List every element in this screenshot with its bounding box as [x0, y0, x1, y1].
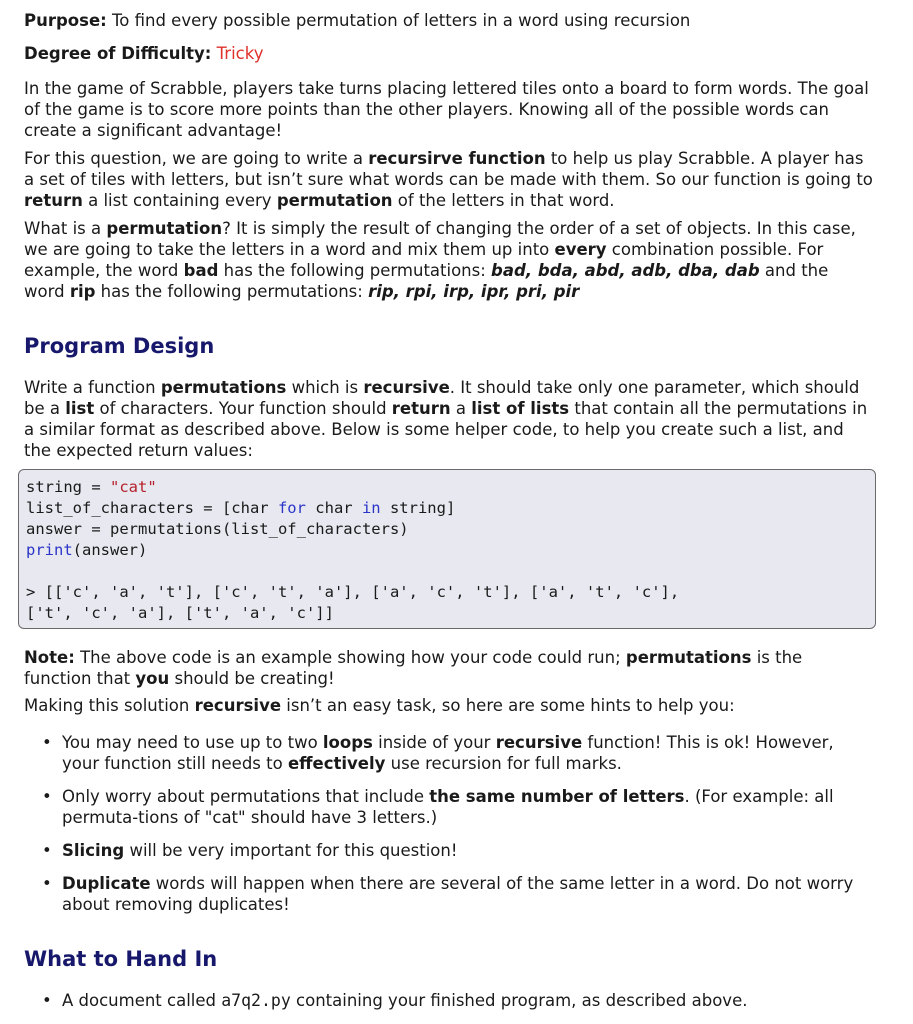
code-blank-line [26, 561, 875, 582]
list-item: • Duplicate words will happen when there are several of the same letter in a word. Do not worry about removing duplicates! [42, 874, 854, 914]
intro-paragraph-2: For this question, we are going to write a recursirve function to help us play Scrabble. A player has a set of tiles with letters, but isn’t sure what words can be made with them. So our function is going to return a list containing every permutation of the letters in that word. [24, 149, 873, 210]
purpose-label: Purpose: [24, 11, 107, 30]
code-line: answer = permutations(list_of_characters) [26, 520, 409, 538]
program-design-heading: Program Design [24, 334, 215, 358]
code-line: string = "cat" [26, 478, 157, 496]
purpose-text: To find every possible permutation of letters in a word using recursion [111, 11, 691, 30]
difficulty-line [24, 43, 874, 64]
hand-in-heading: What to Hand In [24, 947, 218, 971]
code-line: print(answer) [26, 541, 148, 559]
list-item: • A document called a7q2.py containing your finished program, as described above. [42, 991, 748, 1010]
code-output-line: > [['c', 'a', 't'], ['c', 't', 'a'], ['a', 'c', 't'], ['a', 't', 'c'], [26, 583, 680, 601]
note-paragraph: Note: The above code is an example showing how your code could run; permutations is the function that you should be creating! [24, 648, 803, 688]
code-example-box [18, 469, 876, 629]
difficulty-label: Degree of Difficulty: [24, 44, 212, 63]
program-design-paragraph: Write a function permutations which is recursive. It should take only one parameter, which should be a list of characters. Your function should return a list of lists that contain all the permutations in a similar format as described above. Below is some helper code, to help you create such a list, and the expected return values: [24, 378, 868, 460]
intro-paragraph-1: In the game of Scrabble, players take turns placing lettered tiles onto a board to form words. The goal of the game is to score more points than the other players. Knowing all of the possible words can create a significant advantage! [24, 79, 869, 140]
list-item: • Only worry about permutations that include the same number of letters. (For example: all permuta-tions of "cat" should have 3 letters.) [42, 787, 834, 827]
difficulty-value: Tricky [216, 44, 264, 63]
purpose-line [24, 10, 874, 31]
list-item: • Slicing will be very important for this question! [42, 841, 458, 860]
hint-intro: Making this solution recursive isn’t an easy task, so here are some hints to help you: [24, 696, 735, 715]
intro-paragraph-3: What is a permutation? It is simply the result of changing the order of a set of objects. In this case, we are going to take the letters in a word and mix them up into every combination possible. For example, the word bad has the following permutations: bad, bda, abd, adb, dba, dab and the word rip has the following permutations: rip, rpi, irp, ipr, pri, pir [24, 219, 856, 301]
code-output-line: ['t', 'c', 'a'], ['t', 'a', 'c']] [26, 604, 334, 622]
list-item: • You may need to use up to two loops inside of your recursive function! This is ok! However, your function still needs to effectively use recursion for full marks. [42, 733, 834, 773]
code-line: list_of_characters = [char for char in string] [26, 499, 456, 517]
